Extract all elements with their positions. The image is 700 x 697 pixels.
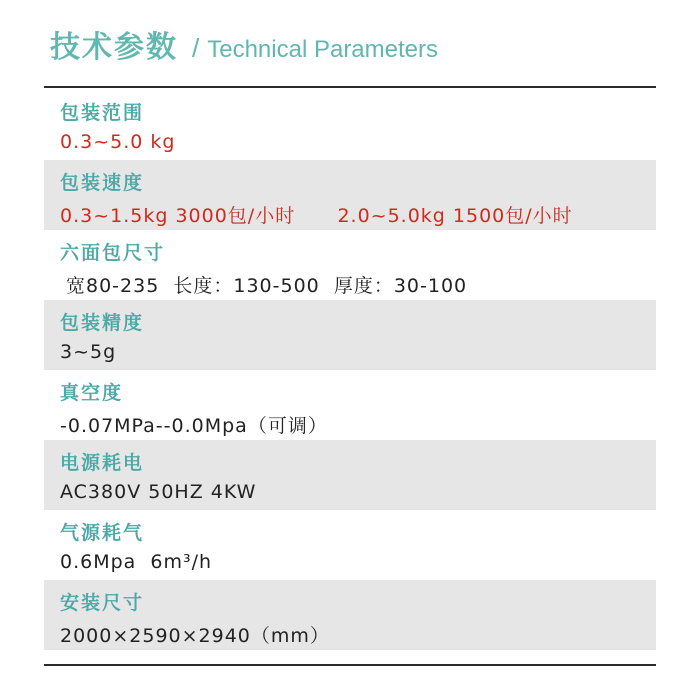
param-value: 2000×2590×2940（mm）	[60, 625, 330, 647]
title-english: Technical Parameters	[207, 36, 438, 63]
param-row-packing-range	[44, 90, 656, 160]
param-row-air	[44, 510, 656, 580]
section-header	[50, 22, 438, 72]
param-label: 气源耗气	[60, 522, 145, 544]
title-chinese: 技术参数	[50, 30, 178, 65]
bottom-divider	[44, 664, 656, 666]
param-row-packing-speed	[44, 160, 656, 230]
param-value: 宽80-235 长度：130-500 厚度：30-100	[66, 275, 468, 297]
param-row-package-size	[44, 230, 656, 300]
param-value: 0.3~5.0 kg	[60, 131, 176, 153]
param-label: 六面包尺寸	[60, 242, 166, 264]
param-label: 包装速度	[60, 172, 145, 194]
param-label: 真空度	[60, 382, 124, 404]
param-value: AC380V 50HZ 4KW	[60, 481, 257, 503]
param-row-vacuum	[44, 370, 656, 440]
param-value: -0.07MPa--0.0Mpa（可调）	[60, 415, 328, 437]
param-row-power	[44, 440, 656, 510]
param-label: 包装范围	[60, 102, 145, 124]
param-label: 安装尺寸	[60, 592, 145, 614]
param-row-packing-accuracy	[44, 300, 656, 370]
param-row-install-size	[44, 580, 656, 650]
top-divider	[44, 86, 656, 88]
param-value: 3~5g	[60, 341, 117, 363]
param-label: 电源耗电	[60, 452, 145, 474]
param-value: 0.3~1.5kg 3000包/小时 2.0~5.0kg 1500包/小时	[60, 205, 573, 227]
param-label: 包装精度	[60, 312, 145, 334]
param-value: 0.6Mpa 6m³/h	[60, 551, 213, 573]
title-separator: /	[192, 33, 200, 63]
